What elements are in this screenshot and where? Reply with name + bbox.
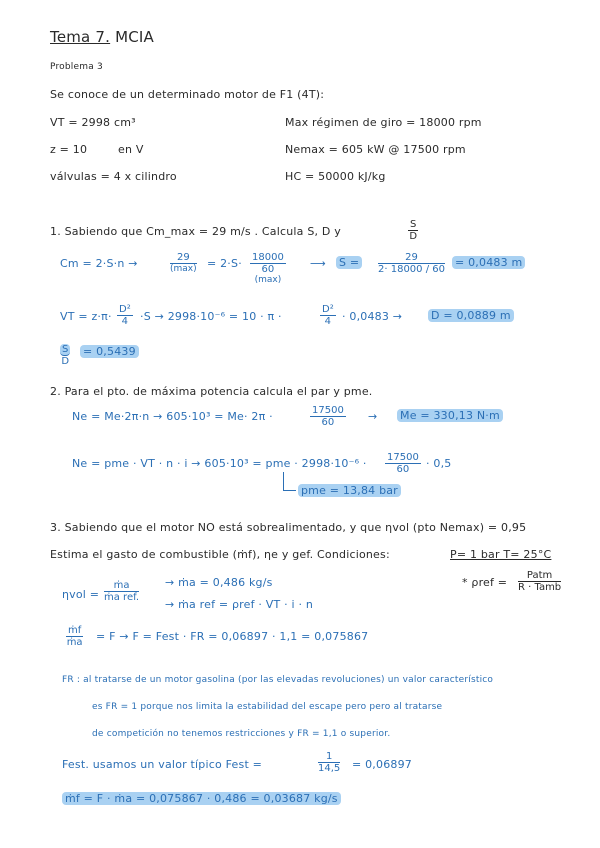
q3-mf-final: ṁf = F · ṁa = 0,075867 · 0,486 = 0,03687 kg/s <box>62 792 341 805</box>
q3-patm-frac <box>518 570 561 593</box>
q3-conditions: P= 1 bar T= 25°C <box>450 548 552 561</box>
data-max-regime: Max régimen de giro = 18000 rpm <box>285 116 482 129</box>
title-suffix: MCIA <box>115 28 155 46</box>
q3-patm-num: Patm <box>518 570 561 582</box>
q3-ma-frac <box>104 580 139 603</box>
q1-statement: 1. Sabiendo que Cm_max = 29 m/s . Calcula S, D y <box>50 225 341 238</box>
q3-eta-vol: ηvol = <box>62 588 100 601</box>
q1-frac1 <box>170 252 197 274</box>
q1-vt-eq3: · 0,0483 → <box>342 310 403 323</box>
q2-result-me: Me = 330,13 N·m <box>397 409 503 422</box>
q1-frac2-sub: (max) <box>254 275 282 285</box>
q1-vt-eq2: ·S → 2998·10⁻⁶ = 10 · π · <box>140 310 282 323</box>
q1-frac3-den: 2· 18000 / 60 <box>378 264 445 275</box>
q2-result-pme: pme = 13,84 bar <box>298 484 401 497</box>
q1-frac-s: S <box>410 219 417 230</box>
q2-line2: Ne = pme · VT · n · i → 605·10³ = pme · 2998·10⁻⁶ · <box>72 457 367 470</box>
q1-frac-sd <box>408 219 418 242</box>
q3-fest-note: Fest. usamos un valor típico Fest = <box>62 758 263 771</box>
q2-frac2-num: 17500 <box>387 452 419 463</box>
title-prefix: Tema 7. <box>50 28 111 46</box>
intro-text: Se conoce de un determinado motor de F1 (4T): <box>50 88 325 101</box>
q3-statement2: Estima el gasto de combustible (ṁf), ηe y gef. Condiciones: <box>50 548 390 561</box>
q3-mf-ma-frac <box>66 625 83 648</box>
q1-d2b-num: D² <box>322 304 334 315</box>
q1-cm-eq: Cm = 2·S·n → <box>60 257 138 270</box>
q1-result-d: D = 0,0889 m <box>428 309 514 322</box>
page-title <box>50 28 154 46</box>
q1-result-s-value: = 0,0483 m <box>452 256 525 269</box>
arrow-icon: ⟶ <box>310 257 326 270</box>
q2-statement: 2. Para el pto. de máxima potencia calcula el par y pme. <box>50 385 373 398</box>
q1-d2-num: D² <box>119 304 131 315</box>
q1-d2-den: 4 <box>121 316 129 327</box>
q1-frac1-num: 29 <box>170 252 197 264</box>
q3-rho-ref: * ρref = <box>462 576 508 589</box>
q2-arrow: → <box>368 410 378 423</box>
q1-d2b-frac <box>320 304 336 327</box>
q2-result-bracket <box>283 472 296 491</box>
q3-f-eq: = F → F = Fest · FR = 0,06897 · 1,1 = 0,075867 <box>96 630 369 643</box>
q1-frac1-den: (max) <box>170 264 197 274</box>
q1-sd-num: S <box>62 344 69 355</box>
q3-fr-note2: es FR = 1 porque nos limita la estabilidad del escape pero pero al tratarse <box>92 702 443 712</box>
q3-arrow-a: → ṁa = 0,486 kg/s <box>165 576 273 589</box>
q1-d2-frac <box>117 304 133 327</box>
q3-ma-num: ṁa <box>104 580 139 592</box>
q1-vt-eq: VT = z·π· <box>60 310 112 323</box>
q3-mf-ma-num: ṁf <box>68 625 82 636</box>
q2-frac2 <box>385 452 421 475</box>
q1-d2b-den: 4 <box>324 316 332 327</box>
q2-line2-end: · 0,5 <box>426 457 452 470</box>
q2-frac1 <box>310 405 346 428</box>
data-vt: VT = 2998 cm³ <box>50 116 136 129</box>
q3-fest-value: = 0,06897 <box>352 758 413 771</box>
q3-fest-den: 14,5 <box>318 763 341 774</box>
q3-fr-note1: FR : al tratarse de un motor gasolina (por las elevadas revoluciones) un valor característico <box>62 675 494 685</box>
q1-frac3-num: 29 <box>378 252 445 264</box>
q1-sd-value: = 0,5439 <box>80 345 139 358</box>
q2-frac2-den: 60 <box>396 464 410 475</box>
q1-sd-den: D <box>61 356 70 367</box>
q2-frac1-den: 60 <box>321 417 335 428</box>
q2-frac1-num: 17500 <box>312 405 344 416</box>
q1-frac2-den: 60 <box>261 264 275 275</box>
data-hc: HC = 50000 kJ/kg <box>285 170 386 183</box>
q3-arrow-ref: → ṁa ref = ρref · VT · i · n <box>165 598 314 611</box>
q1-frac3 <box>378 252 445 275</box>
q2-line1: Ne = Me·2π·n → 605·10³ = Me· 2π · <box>72 410 273 423</box>
q3-fest-frac <box>318 751 340 774</box>
q1-frac-d: D <box>409 231 418 242</box>
data-ne-max: Nemax = 605 kW @ 17500 rpm <box>285 143 466 156</box>
q1-result-s-label: S = <box>336 256 362 269</box>
q3-ma-den: ṁa ref. <box>104 592 140 603</box>
data-valves: válvulas = 4 x cilindro <box>50 170 177 183</box>
q3-patm-den: R · Tamb <box>518 582 562 593</box>
q1-eq2: = 2·S· <box>207 257 242 270</box>
q1-frac2 <box>250 252 286 285</box>
q3-fr-note3: de competición no tenemos restricciones y FR = 1,1 o superior. <box>92 729 391 739</box>
q1-sd-frac <box>60 344 70 367</box>
q3-mf-ma-den: ṁa <box>66 637 83 648</box>
q1-frac2-num: 18000 <box>252 252 284 263</box>
data-v: en V <box>118 143 144 156</box>
q3-fest-num: 1 <box>318 751 340 763</box>
data-z: z = 10 <box>50 143 88 156</box>
q3-statement: 3. Sabiendo que el motor NO está sobrealimentado, y que ηvol (pto Nemax) = 0,95 <box>50 521 527 534</box>
problem-label: Problema 3 <box>50 62 103 72</box>
